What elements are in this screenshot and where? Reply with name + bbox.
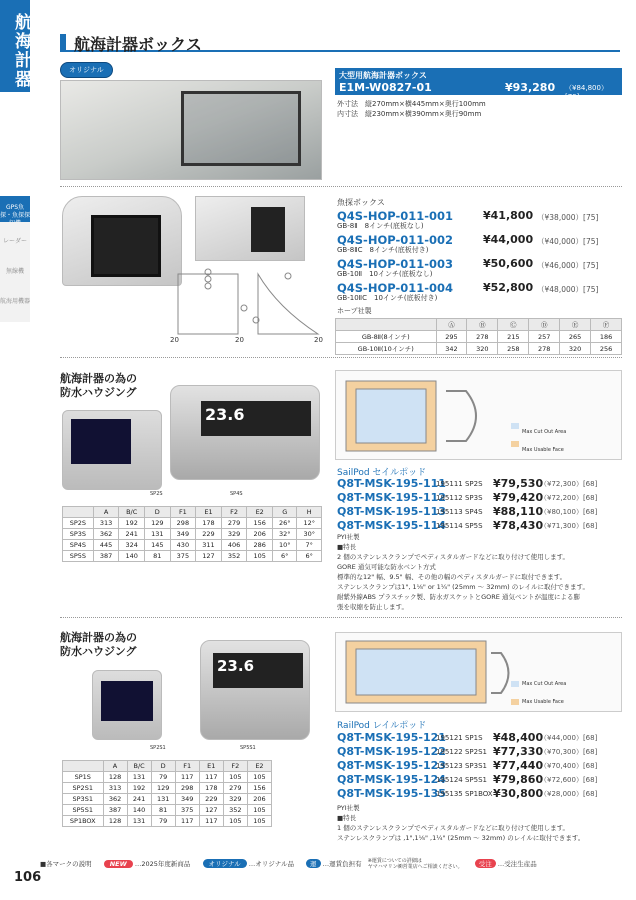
item-code: Q8T-MSK-195-122: [337, 745, 446, 758]
item-price: ¥52,800: [483, 281, 534, 294]
item-price: ¥79,860: [493, 773, 544, 786]
section1-head: 大型用航海計器ボックス: [335, 68, 622, 83]
item-price: ¥41,800: [483, 209, 534, 222]
divider-3: [60, 617, 622, 618]
section4-title: 航海計器の為の 防水ハウジング: [60, 631, 137, 658]
footer: [40, 858, 630, 872]
table-cell: 32°: [273, 529, 297, 540]
item-price: ¥79,530: [493, 477, 544, 490]
item-desc: GB-8ⅡC 8インチ(底板付き): [337, 246, 429, 254]
item-model: 195122 SP2S1: [436, 748, 487, 756]
item-code: Q8T-MSK-195-135: [337, 787, 446, 800]
sp2s-label: SP2S: [150, 491, 163, 497]
header-accent: [60, 34, 66, 50]
freight-note-2: ヤマハマリン㈱営業店へご相談ください。: [367, 864, 463, 870]
item-code: Q4S-HOP-011-002: [337, 233, 454, 247]
item-model: 195113 SP4S: [436, 508, 483, 516]
table-cell: 362: [103, 794, 127, 805]
table-cell: 12°: [297, 518, 322, 529]
table-header-cell: B/C: [119, 507, 145, 518]
table-cell: 7°: [297, 540, 322, 551]
table-row: [336, 331, 622, 343]
table-cell: 298: [175, 783, 199, 794]
table-cell: 6°: [273, 551, 297, 562]
table-cell: 430: [170, 540, 196, 551]
table-header-cell: Ⓓ: [529, 319, 560, 331]
dim-20-a: 20: [170, 336, 179, 344]
railpod-screen-1: [101, 681, 153, 721]
table-cell: 324: [119, 540, 145, 551]
table-cell: 105: [223, 772, 247, 783]
table-cell: 206: [247, 794, 271, 805]
table-cell: 278: [529, 343, 560, 355]
sidebar-tab-nav[interactable]: 航海用機器: [0, 282, 30, 322]
table-cell: SP2S1: [63, 783, 104, 794]
item-desc: GB-8Ⅱ 8インチ(底板なし): [337, 222, 424, 230]
item-price: ¥44,000: [483, 233, 534, 246]
box-photo-large: [60, 80, 322, 180]
sailpod-photo-1: [62, 410, 162, 490]
section1-outer: 外寸法 縦270mm×横445mm×奥行100mm: [337, 100, 486, 108]
table-cell: 229: [196, 529, 222, 540]
table-cell: 241: [119, 529, 145, 540]
table-header-row: [63, 507, 322, 518]
table-cell: 387: [93, 551, 119, 562]
table-cell: 349: [170, 529, 196, 540]
table-row: [63, 794, 272, 805]
table-cell: GB-10Ⅱ(10インチ): [336, 343, 437, 355]
table-cell: 26°: [273, 518, 297, 529]
table-cell: 387: [103, 805, 127, 816]
table-cell: 342: [436, 343, 467, 355]
table-header-cell: A: [93, 507, 119, 518]
table-cell: SP3S1: [63, 794, 104, 805]
table-cell: SP1BOX: [63, 816, 104, 827]
item-price-sub: （¥44,000）[68]: [540, 734, 598, 742]
note-line: PYI社製: [337, 533, 360, 541]
table-cell: 178: [199, 783, 223, 794]
sidebar-tab-gps[interactable]: GPS魚探・魚探探: [0, 196, 30, 236]
table-header-cell: Ⓑ: [467, 319, 498, 331]
table-header-cell: Ⓔ: [560, 319, 591, 331]
section1-code: E1M-W0827-01: [339, 81, 432, 94]
item-price: ¥30,800: [493, 787, 544, 800]
table-cell: 311: [196, 540, 222, 551]
item-price-sub: （¥72,300）[68]: [540, 480, 598, 488]
table-header-row: [336, 319, 622, 331]
sailpod-screen-1: [71, 419, 131, 464]
table-cell: SP2S: [63, 518, 94, 529]
item-model: 195114 SP5S: [436, 522, 483, 530]
table-cell: SP5S: [63, 551, 94, 562]
table-header-cell: H: [297, 507, 322, 518]
original-mark-text: …オリジナル品: [248, 860, 294, 868]
dim-20-b: 20: [235, 336, 244, 344]
table-cell: 81: [151, 805, 175, 816]
table-cell: 313: [103, 783, 127, 794]
section1-code-bar: [335, 80, 622, 101]
table-cell: 186: [591, 331, 622, 343]
item-price: ¥77,440: [493, 759, 544, 772]
new-mark: NEW: [104, 860, 133, 868]
fish-box-photo-1: [62, 196, 182, 286]
sidebar: [0, 0, 30, 900]
section2-head: 魚探ボックス: [337, 198, 385, 207]
table-cell: 105: [223, 816, 247, 827]
note-line: ステンレスクランプは1", 1⅛" or 1¼" (25mm 〜 32mm) のレイルに取付できます。: [337, 583, 589, 591]
item-price-sub: （¥72,600）[68]: [540, 776, 598, 784]
item-code: Q4S-HOP-011-004: [337, 281, 454, 295]
item-price-sub: （¥70,300）[68]: [540, 748, 598, 756]
section2-maker: ホープ社製: [337, 307, 372, 315]
item-price-sub: （¥80,100）[68]: [540, 508, 598, 516]
item-price-sub: （¥71,300）[68]: [540, 522, 598, 530]
section3-table: [62, 506, 322, 562]
table-cell: 258: [498, 343, 529, 355]
table-cell: 145: [144, 540, 170, 551]
table-cell: SP3S: [63, 529, 94, 540]
table-cell: 313: [93, 518, 119, 529]
item-price-sub: （¥46,000）[75]: [537, 261, 599, 270]
sidebar-tab-radar[interactable]: レーダー: [0, 222, 30, 262]
table-cell: 105: [247, 551, 273, 562]
table-cell: 352: [223, 805, 247, 816]
item-price: ¥88,110: [493, 505, 544, 518]
railpod-legend-face: Max Usable Face: [522, 699, 564, 705]
note-line: ■特長: [337, 543, 357, 551]
table-row: [336, 343, 622, 355]
sailpod-display: 23.6: [201, 401, 311, 436]
table-cell: 278: [467, 331, 498, 343]
table-cell: SP4S: [63, 540, 94, 551]
table-cell: 362: [93, 529, 119, 540]
item-price-sub: （¥28,000）[68]: [540, 790, 598, 798]
table-header-cell: F2: [221, 507, 247, 518]
note-line: 標準的な12" 幅、9.5" 幅、その他の幅のペディスタルガードに取付できます。: [337, 573, 567, 581]
item-price: ¥48,400: [493, 731, 544, 744]
table-header-cell: Ⓕ: [591, 319, 622, 331]
table-row: [63, 783, 272, 794]
sp2s1-label: SP2S1: [150, 745, 166, 751]
fish-box-drawing: [168, 268, 328, 340]
section3-title: 航海計器の為の 防水ハウジング: [60, 372, 137, 399]
table-cell: 352: [221, 551, 247, 562]
table-cell: 206: [247, 529, 273, 540]
legend-label: ■各マークの説明: [40, 860, 92, 868]
table-cell: 140: [119, 551, 145, 562]
sailpod-legend-face: Max Usable Face: [522, 447, 564, 453]
table-cell: 117: [175, 816, 199, 827]
table-cell: 265: [560, 331, 591, 343]
divider-1: [60, 186, 622, 187]
table-cell: 256: [591, 343, 622, 355]
note-line: ステンレスクランプは ,1",1⅛" ,1¼" (25mm 〜 32mm) のレイルに取付できます。: [337, 834, 585, 842]
table-cell: 279: [221, 518, 247, 529]
table-cell: 140: [127, 805, 151, 816]
note-line: 2 個のステンレスクランプでペディスタルガードなどに取り付けて使用します。: [337, 553, 570, 561]
table-header-cell: F1: [170, 507, 196, 518]
table-cell: 117: [175, 772, 199, 783]
table-header-row: [63, 761, 272, 772]
item-code: Q4S-HOP-011-003: [337, 257, 454, 271]
table-cell: 229: [199, 794, 223, 805]
table-cell: GB-8Ⅱ(8インチ): [336, 331, 437, 343]
table-cell: 156: [247, 783, 271, 794]
note-line: ■特長: [337, 814, 357, 822]
table-header-cell: [63, 507, 94, 518]
railpod-photo-1: [92, 670, 162, 740]
item-code: Q8T-MSK-195-113: [337, 505, 446, 518]
table-cell: SP5S1: [63, 805, 104, 816]
table-cell: 81: [144, 551, 170, 562]
table-cell: 117: [199, 772, 223, 783]
table-cell: 129: [144, 518, 170, 529]
order-mark-text: …受注生産品: [497, 860, 537, 868]
note-line: GORE 通気可能な防水ベント方式: [337, 563, 436, 571]
table-cell: 329: [223, 794, 247, 805]
table-cell: 117: [199, 816, 223, 827]
table-cell: 129: [151, 783, 175, 794]
table-row: [63, 540, 322, 551]
table-cell: 127: [196, 551, 222, 562]
table-cell: SP1S: [63, 772, 104, 783]
item-code: Q8T-MSK-195-112: [337, 491, 446, 504]
item-price: ¥77,330: [493, 745, 544, 758]
table-cell: 6°: [297, 551, 322, 562]
table-row: [63, 518, 322, 529]
page-header: [60, 32, 620, 52]
table-header-cell: D: [151, 761, 175, 772]
railpod-photo-2: [200, 640, 310, 740]
table-cell: 79: [151, 816, 175, 827]
sailpod-photo-2: [170, 385, 320, 480]
item-code: Q8T-MSK-195-124: [337, 773, 446, 786]
table-cell: 105: [247, 816, 271, 827]
table-header-cell: E1: [196, 507, 222, 518]
item-price-sub: （¥38,000）[75]: [537, 213, 599, 222]
box-window-frame: [181, 91, 301, 166]
table-cell: 320: [560, 343, 591, 355]
note-line: 1 個のステンレスクランプでペディスタルガードなどに取り付けて使用します。: [337, 824, 570, 832]
item-price: ¥78,430: [493, 519, 544, 532]
section3-head: SailPod セイルポッド: [337, 468, 427, 478]
freight-mark-text: …運賃負担有: [322, 860, 362, 868]
table-header-cell: E2: [247, 507, 273, 518]
table-header-cell: F1: [175, 761, 199, 772]
freight-mark: 運: [306, 859, 321, 868]
table-row: [63, 805, 272, 816]
dim-20-c: 20: [314, 336, 323, 344]
item-code: Q8T-MSK-195-111: [337, 477, 446, 490]
table-cell: 105: [247, 805, 271, 816]
order-mark: 受注: [475, 859, 496, 868]
sp5s1-label: SP5S1: [240, 745, 256, 751]
table-cell: 445: [93, 540, 119, 551]
page-title: 航海計器ボックス: [74, 35, 202, 54]
table-cell: 295: [436, 331, 467, 343]
table-cell: 131: [127, 816, 151, 827]
table-cell: 286: [247, 540, 273, 551]
divider-2: [60, 357, 622, 358]
table-header-cell: G: [273, 507, 297, 518]
table-row: [63, 529, 322, 540]
table-header-cell: E1: [199, 761, 223, 772]
table-row: [63, 551, 322, 562]
table-cell: 128: [103, 772, 127, 783]
item-price: ¥79,420: [493, 491, 544, 504]
table-header-cell: [336, 319, 437, 331]
table-cell: 349: [175, 794, 199, 805]
table-header-cell: Ⓐ: [436, 319, 467, 331]
table-cell: 375: [170, 551, 196, 562]
table-cell: 298: [170, 518, 196, 529]
fish-box-photo-2: [195, 196, 305, 261]
item-desc: GB-10Ⅱ 10インチ(底板なし): [337, 270, 433, 278]
item-price: ¥50,600: [483, 257, 534, 270]
table-cell: 10°: [273, 540, 297, 551]
item-code: Q8T-MSK-195-114: [337, 519, 446, 532]
table-cell: 192: [119, 518, 145, 529]
item-model: 195112 SP3S: [436, 494, 483, 502]
section4-head: RailPod レイルポッド: [337, 721, 427, 731]
item-model: 195123 SP3S1: [436, 762, 487, 770]
item-model: 195135 SP1BOX: [436, 790, 493, 798]
original-badge: オリジナル: [60, 62, 113, 78]
fish-box-window: [91, 215, 161, 277]
table-header-cell: D: [144, 507, 170, 518]
table-cell: 105: [247, 772, 271, 783]
section4-table: [62, 760, 272, 827]
section1-inner: 内寸法 縦230mm×横390mm×奥行90mm: [337, 110, 482, 118]
railpod-display: 23.6: [213, 653, 303, 688]
table-cell: 131: [151, 794, 175, 805]
sp4s-label: SP4S: [230, 491, 243, 497]
new-mark-text: …2025年度新商品: [134, 860, 191, 868]
item-model: 195111 SP2S: [436, 480, 483, 488]
item-price-sub: （¥40,000）[75]: [537, 237, 599, 246]
table-cell: 215: [498, 331, 529, 343]
table-cell: 241: [127, 794, 151, 805]
table-cell: 320: [467, 343, 498, 355]
table-header-cell: F2: [223, 761, 247, 772]
item-code: Q4S-HOP-011-001: [337, 209, 454, 223]
note-line: 耐紫外線ABS プラスチック製、防水ガスケットとGORE 通気ベントが温度による膨: [337, 593, 580, 601]
freight-note-1: ※運賃についての詳細は: [367, 858, 422, 864]
table-cell: 192: [127, 783, 151, 794]
table-cell: 406: [221, 540, 247, 551]
table-header-cell: B/C: [127, 761, 151, 772]
table-cell: 279: [223, 783, 247, 794]
fish-box-diagram: [168, 268, 328, 340]
table-row: [63, 772, 272, 783]
section1-price: ¥93,280: [505, 81, 556, 94]
note-line: PYI社製: [337, 804, 360, 812]
table-row: [63, 816, 272, 827]
item-price-sub: （¥70,400）[68]: [540, 762, 598, 770]
railpod-drawing: [336, 633, 623, 713]
table-cell: 30°: [297, 529, 322, 540]
table-header-cell: [63, 761, 104, 772]
table-cell: 79: [151, 772, 175, 783]
item-price-sub: （¥72,200）[68]: [540, 494, 598, 502]
table-cell: 156: [247, 518, 273, 529]
railpod-diagram: [335, 632, 622, 712]
note-line: 張を収縮を防止します。: [337, 603, 408, 611]
freight-note: [368, 858, 463, 870]
item-price-sub: （¥48,000）[75]: [537, 285, 599, 294]
table-cell: 131: [127, 772, 151, 783]
table-header-cell: Ⓒ: [498, 319, 529, 331]
section2-table: [335, 318, 622, 355]
table-cell: 329: [221, 529, 247, 540]
fish-box-door: [251, 207, 285, 252]
railpod-legend-cut: Max Cut Out Area: [522, 681, 567, 687]
table-cell: 257: [529, 331, 560, 343]
section1-price-sub: （¥84,800）[70]: [565, 84, 608, 101]
item-desc: GB-10ⅡC 10インチ(底板付き): [337, 294, 438, 302]
sailpod-drawing: [336, 371, 623, 461]
table-cell: 131: [144, 529, 170, 540]
table-cell: 127: [199, 805, 223, 816]
table-header-cell: A: [103, 761, 127, 772]
item-model: 195121 SP1S: [436, 734, 483, 742]
page-number: 106: [14, 870, 42, 885]
sailpod-diagram: [335, 370, 622, 460]
sailpod-legend-cut: Max Cut Out Area: [522, 429, 567, 435]
table-header-cell: E2: [247, 761, 271, 772]
table-cell: 178: [196, 518, 222, 529]
sidebar-tab-radio[interactable]: 無線機: [0, 252, 30, 292]
table-cell: 128: [103, 816, 127, 827]
item-model: 195124 SP5S1: [436, 776, 487, 784]
original-mark: オリジナル: [203, 859, 247, 868]
sidebar-title: 航海計器: [0, 0, 30, 92]
table-cell: 375: [175, 805, 199, 816]
item-code: Q8T-MSK-195-121: [337, 731, 446, 744]
item-code: Q8T-MSK-195-123: [337, 759, 446, 772]
